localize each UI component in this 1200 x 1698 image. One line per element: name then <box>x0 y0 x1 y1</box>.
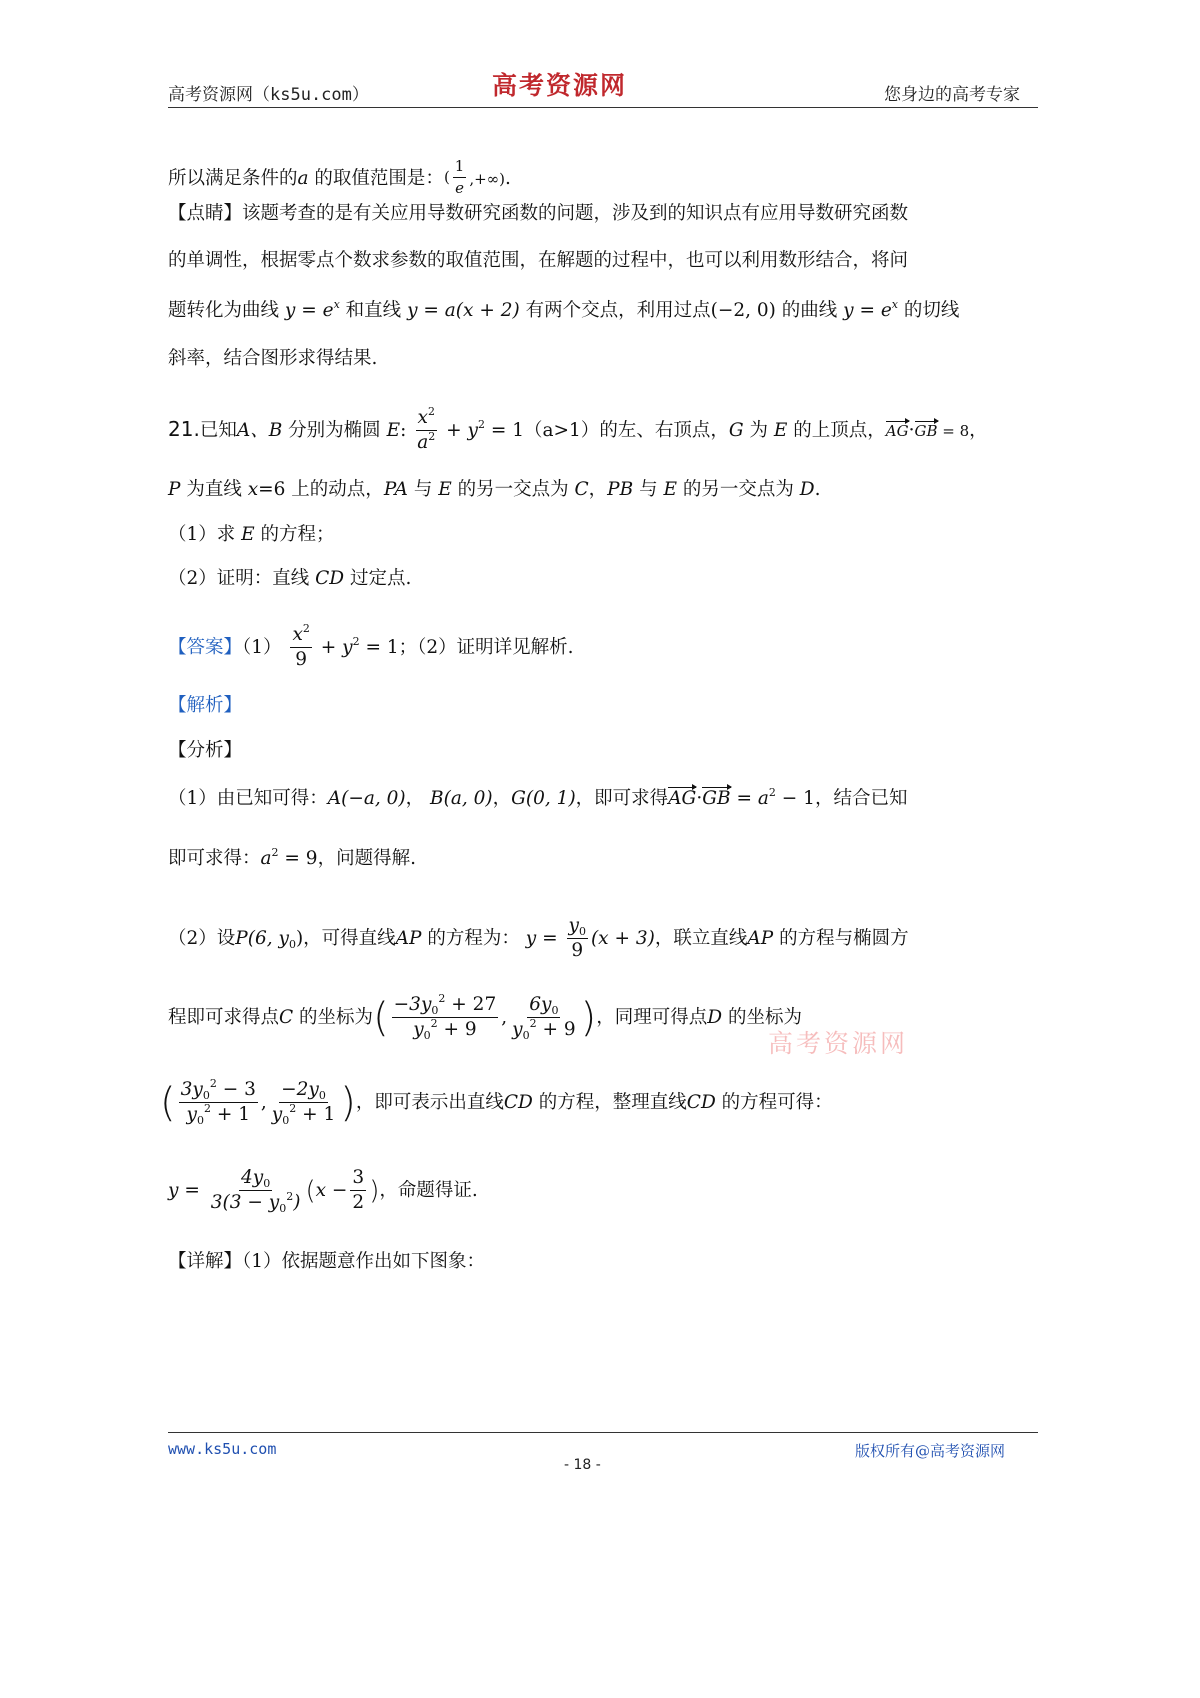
math: = 9 <box>278 848 318 869</box>
text: 为 <box>743 419 774 441</box>
math: a <box>260 848 272 869</box>
watermark: 高考资源网 <box>768 1029 909 1058</box>
den: 9 <box>295 649 308 671</box>
text: 即可求得： <box>168 848 261 869</box>
sup: 2 <box>302 622 310 635</box>
math: y = <box>168 1179 200 1201</box>
text: （2）证明：直线 <box>168 568 316 589</box>
a: a <box>417 432 429 454</box>
text: ， <box>588 479 608 500</box>
math: − 1 <box>775 788 815 809</box>
math: D <box>799 479 815 500</box>
fraction-Cx <box>392 992 499 1043</box>
sup: x <box>333 298 340 311</box>
fraction-Dy <box>270 1080 338 1126</box>
text: 的另一交点为 <box>451 479 575 500</box>
text: ，同理可得点 <box>596 1006 708 1028</box>
num <box>567 916 588 939</box>
math: x <box>247 479 259 500</box>
math: E <box>241 524 255 545</box>
sup: 2 <box>203 1102 211 1116</box>
sub: 0 <box>196 1114 204 1128</box>
math: CD <box>503 1091 533 1113</box>
fraction-3-2 <box>350 1168 366 1214</box>
text: . <box>814 479 821 500</box>
math: + y <box>440 419 478 441</box>
num <box>239 1168 272 1191</box>
num <box>392 992 499 1018</box>
text: （1）由已知可得： <box>168 788 328 809</box>
t: + 9 <box>536 1019 576 1041</box>
t: y <box>413 1019 424 1041</box>
den <box>209 1190 303 1216</box>
math: = 1 <box>359 636 399 658</box>
sup: x <box>891 298 899 311</box>
t: 6y <box>529 994 552 1015</box>
t: + 27 <box>445 994 497 1015</box>
math: = 8 <box>937 421 970 440</box>
dianjing-line-1: 【点睛】该题考查的是有关应用导数研究函数的问题，涉及到的知识点有应用导数研究函数 <box>168 203 909 224</box>
text: 的方程； <box>254 524 335 545</box>
header-left-text: 高考资源网（ks5u.com） <box>168 85 369 105</box>
math: = a <box>730 788 769 809</box>
text: 的方程为： <box>421 927 520 949</box>
den: 9 <box>571 940 584 962</box>
sup: 2 <box>529 1017 537 1031</box>
den <box>270 1102 338 1128</box>
math-P: P(6, y <box>235 927 289 949</box>
math: E <box>663 479 677 500</box>
math: C <box>574 479 589 500</box>
math: D <box>707 1006 723 1028</box>
den <box>411 1017 479 1043</box>
math-point: (−2, 0) <box>710 300 776 321</box>
analysis-1-line-1 <box>168 786 908 809</box>
dot: · <box>696 788 703 809</box>
fraction-y0-9 <box>567 916 588 962</box>
t: 3y <box>180 1079 203 1100</box>
answer-line <box>168 622 574 671</box>
num <box>527 995 560 1018</box>
text: ， <box>492 788 512 809</box>
sup: 2 <box>289 1102 297 1116</box>
sub: 0 <box>551 1004 559 1017</box>
num <box>290 622 311 648</box>
text: ，即可求得 <box>575 788 669 809</box>
question-21-line-1 <box>168 405 988 454</box>
dianjing-line-3 <box>168 298 960 321</box>
text: （2）设 <box>168 927 236 949</box>
math-curve: y = e <box>284 300 334 321</box>
sup: 2 <box>438 992 446 1005</box>
math-line: y = a(x + 2) <box>407 300 520 321</box>
math: AP <box>747 927 774 949</box>
sup: 2 <box>427 405 435 418</box>
text: 的坐标为 <box>293 1006 374 1028</box>
math: x − <box>315 1179 348 1201</box>
math: + y <box>314 636 353 658</box>
text: 的取值范围是： <box>308 168 444 189</box>
dot: · <box>908 419 915 441</box>
question-number: 21. <box>168 416 200 441</box>
text: 程即可求得点 <box>168 1006 280 1028</box>
num <box>279 1080 328 1103</box>
analysis-2-line-2: 程即可求得点C 的坐标为( $\frac{-3y_0^2 + 27}{y_0^2 + 9}$ , $\frac{6y_0}{y_0^2 + 9}$ )，同理可得点D 的坐标为 <box>168 992 802 1043</box>
sub: 0 <box>522 1029 530 1043</box>
text: （1）求 <box>168 524 242 545</box>
math: (x + 3) <box>590 927 655 949</box>
text: 题转化为曲线 <box>168 300 280 321</box>
text: : <box>400 419 407 441</box>
text: 的左、右顶点， <box>599 419 729 441</box>
sup: 2 <box>352 634 360 648</box>
x: x <box>417 407 428 428</box>
text: 的上顶点， <box>787 419 886 441</box>
text: ，结合已知 <box>814 788 908 809</box>
num: 1 <box>453 158 467 178</box>
vector-GB: GB <box>702 788 731 809</box>
math: PA <box>383 479 408 500</box>
vector-AG: AG <box>668 788 697 809</box>
text: ；（2）证明详见解析. <box>398 636 574 658</box>
fenxi-tag: 【分析】 <box>168 740 243 761</box>
y: y <box>568 915 579 936</box>
text: 已知 <box>199 419 237 441</box>
t: − 3 <box>216 1079 256 1100</box>
text: ，即可表示出直线 <box>355 1091 504 1113</box>
math-G: G(0, 1) <box>511 788 576 809</box>
sub: 0 <box>423 1029 431 1043</box>
t: −3y <box>393 994 432 1015</box>
analysis-2-line-1 <box>168 916 909 962</box>
text: 的方程与椭圆方 <box>773 927 909 949</box>
header-right-text: 您身边的高考专家 <box>884 85 1020 105</box>
text: 与 <box>407 479 439 500</box>
sup: 2 <box>477 417 485 431</box>
math-B: B(a, 0) <box>430 788 493 809</box>
text: =6 上的动点， <box>258 479 384 500</box>
answer-tag: 【答案】 <box>168 636 243 658</box>
math: = 1 <box>484 419 524 441</box>
paren-close: ) <box>580 994 597 1041</box>
t: y <box>512 1019 523 1041</box>
vector-GB: GB <box>914 421 938 440</box>
t: 4y <box>240 1167 264 1188</box>
text: 有两个交点，利用过点 <box>519 300 711 321</box>
math: y = <box>525 927 558 949</box>
math: ) <box>295 927 304 949</box>
math: ( <box>443 168 450 186</box>
den: e <box>455 178 465 197</box>
text: 和直线 <box>339 300 408 321</box>
header-rule <box>168 107 1038 108</box>
text: 的曲线 <box>775 300 844 321</box>
page-number: - 18 - <box>564 1457 601 1473</box>
text: ， <box>969 419 988 441</box>
text: 分别为椭圆 <box>282 419 387 441</box>
math: CD <box>315 568 345 589</box>
text: 的方程可得： <box>715 1091 833 1113</box>
t: + 1 <box>210 1104 250 1126</box>
footer-rule <box>168 1432 1038 1433</box>
sup: 2 <box>271 846 279 859</box>
fraction-Cy <box>510 995 578 1041</box>
text: 的另一交点为 <box>676 479 800 500</box>
math: CD <box>686 1091 716 1113</box>
sub: 0 <box>288 937 296 951</box>
text: ，可得直线 <box>303 927 396 949</box>
text: ，问题得解. <box>317 848 416 869</box>
fraction-slope <box>209 1168 303 1214</box>
math: AP <box>395 927 422 949</box>
t: y <box>186 1104 197 1126</box>
sub: 0 <box>279 1202 287 1216</box>
paren-open: ( <box>305 1175 316 1206</box>
fraction-x2-9 <box>290 622 311 671</box>
num: 3 <box>350 1168 366 1191</box>
paren-open: ( <box>373 994 389 1041</box>
question-21-line-2 <box>168 481 820 500</box>
math: E <box>438 479 452 500</box>
num <box>416 405 437 431</box>
fraction-Dx <box>179 1077 258 1128</box>
math: E <box>386 419 401 441</box>
sub: 0 <box>578 925 586 938</box>
sub: 0 <box>202 1089 210 1102</box>
text: ， <box>405 788 425 809</box>
sub: 0 <box>282 1114 290 1128</box>
text: 为直线 <box>180 479 248 500</box>
den <box>185 1102 253 1128</box>
header-logo: 高考资源网 <box>492 71 628 100</box>
t: ) <box>293 1192 301 1214</box>
text: 的坐标为 <box>722 1006 802 1028</box>
t: −2y <box>281 1079 319 1100</box>
analysis-2-line-4 <box>168 1168 478 1214</box>
text: （a>1） <box>524 419 600 441</box>
fraction-1-over-e <box>453 158 467 196</box>
math: P <box>168 479 181 500</box>
dianjing-line-4: 斜率，结合图形求得结果. <box>168 348 378 369</box>
math: A、B <box>236 419 283 441</box>
math: ,+∞) <box>469 170 506 188</box>
sub: 0 <box>318 1089 326 1102</box>
fraction-x2-a2 <box>415 405 437 454</box>
text: 过定点. <box>344 568 412 589</box>
footer-link[interactable]: www.ks5u.com <box>168 1440 277 1458</box>
sup: 2 <box>428 430 436 444</box>
sup: 2 <box>286 1190 294 1204</box>
xiangjie-line: 【详解】（1）依据题意作出如下图象： <box>168 1251 486 1272</box>
den <box>415 431 437 453</box>
text: 与 <box>633 479 664 500</box>
sup: 2 <box>430 1017 438 1031</box>
sub: 0 <box>431 1004 439 1017</box>
paren-open: ( <box>160 1079 176 1126</box>
math: G <box>728 419 744 441</box>
text: 的方程，整理直线 <box>532 1091 687 1113</box>
paren-close: ) <box>369 1175 380 1206</box>
dianjing-line-2: 的单调性，根据零点个数求参数的取值范围，在解题的过程中，也可以利用数形结合，将问 <box>168 250 909 271</box>
text: . <box>505 168 511 189</box>
jiexi-tag: 【解析】 <box>168 695 243 716</box>
vector-AG: AG <box>885 421 909 440</box>
num <box>179 1077 258 1103</box>
analysis-1-line-2 <box>168 846 416 869</box>
x: x <box>292 624 303 645</box>
sup: 2 <box>768 786 776 799</box>
den <box>510 1017 578 1043</box>
math-A: A(−a, 0) <box>327 788 406 809</box>
line-range-conclusion <box>168 157 511 198</box>
t: 3(3 − y <box>210 1192 280 1214</box>
math-a: a <box>297 168 309 189</box>
math-curve: y = e <box>843 300 892 321</box>
math: E <box>773 419 788 441</box>
text: （1） <box>242 636 282 658</box>
text: ，命题得证. <box>379 1179 478 1201</box>
sub-question-1 <box>168 526 335 545</box>
text: 的切线 <box>898 300 960 321</box>
t: + 1 <box>296 1104 336 1126</box>
text: ，联立直线 <box>654 927 748 949</box>
analysis-2-line-3: ( $\frac{3y_0^2 - 3}{y_0^2 + 1}$ , $\frac{-2y_0}{y_0^2 + 1}$ )，即可表示出直线CD 的方程，整理直线CD 的方程可得： <box>160 1077 833 1128</box>
t: + 9 <box>437 1019 477 1041</box>
footer-copyright: 版权所有@高考资源网 <box>855 1442 1006 1460</box>
paren-close: ) <box>340 1079 356 1126</box>
sub-question-2 <box>168 570 411 589</box>
den: 2 <box>352 1192 365 1214</box>
t: y <box>271 1104 283 1126</box>
math: C <box>279 1006 294 1028</box>
math: PB <box>607 479 634 500</box>
sup: 2 <box>209 1077 217 1090</box>
text: 所以满足条件的 <box>168 168 298 189</box>
sub: 0 <box>263 1177 271 1190</box>
